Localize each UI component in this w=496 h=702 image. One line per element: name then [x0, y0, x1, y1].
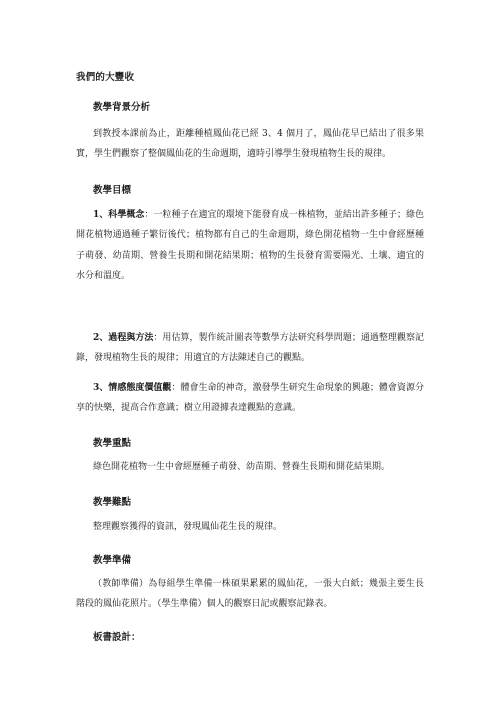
section-keypoint-body	[76, 457, 424, 477]
section-heading-keypoint: 教學重點	[93, 438, 132, 449]
section-difficulty-body	[76, 517, 424, 537]
goal-paragraph-1	[76, 205, 424, 287]
section-heading-background: 教學背景分析	[93, 102, 151, 113]
goal-label-1: 1、科學概念	[93, 210, 145, 220]
preparation-paragraph: （教師準備）為每組學生準備一株碩果累累的鳳仙花，一張大白紙；幾張主要生長階段的鳳仙花照片。（學生準備）個人的觀察日記或觀察記錄表。	[76, 579, 424, 610]
goal-text-1: ：一粒種子在適宜的環境下能發育成一株植物，並結出許多種子；綠色開花植物通過種子繁衍後代；植物都有自己的生命週期，綠色開花植物一生中會經歷種子萌發、幼苗期、營養生長期和開花結果期；植物的生長發育需要陽光、土壤、適宜的水分和溫度。	[76, 210, 424, 282]
section-preparation-body	[76, 574, 424, 615]
section-difficulty-heading-block	[76, 494, 424, 508]
section-goals-heading-block	[76, 182, 424, 196]
goal-item-1	[76, 205, 424, 287]
goal-item-3	[76, 378, 424, 419]
section-heading-board: 板書設計：	[93, 632, 141, 643]
goal-item-2	[76, 328, 424, 369]
difficulty-paragraph: 整理觀察獲得的資訊，發現鳳仙花生長的規律。	[93, 522, 283, 532]
document-title: 我們的大豐收	[76, 72, 135, 83]
goal-text-2: ：用估算，製作統計圖表等數學方法研究科學問題；通過整理觀察記錄，發現植物生長的規律；用適宜的方法陳述自己的觀點。	[76, 333, 424, 364]
keypoint-paragraph: 綠色開花植物一生中會經歷種子萌發、幼苗期、營養生長期和開花結果期。	[93, 462, 391, 472]
goal-label-2: 2、過程與方法	[93, 333, 154, 343]
background-paragraph: 到教授本課前為止，距離種植鳳仙花已經 3、4 個月了，鳳仙花早已結出了很多果實，學生們觀察了整個鳳仙花的生命週期，適時引導學生發現植物生長的規律。	[76, 129, 424, 160]
section-board-heading-block	[76, 629, 424, 643]
section-keypoint-heading-block	[76, 435, 424, 449]
section-heading-preparation: 教學準備	[93, 555, 132, 566]
section-heading-difficulty: 教學難點	[93, 497, 132, 508]
goal-text-3: ：體會生命的神奇，激發學生研究生命現象的興趣；體會資源分享的快樂，提高合作意識；樹立用證據表達觀點的意識。	[76, 383, 424, 414]
section-heading-goals: 教學目標	[93, 185, 132, 196]
section-background-heading-block	[76, 99, 424, 113]
goal-label-3: 3、情感態度價值觀	[93, 383, 172, 393]
section-background-body	[76, 124, 424, 165]
section-preparation-heading-block	[76, 552, 424, 566]
goal-paragraph-2	[76, 328, 424, 369]
goal-paragraph-3	[76, 378, 424, 419]
